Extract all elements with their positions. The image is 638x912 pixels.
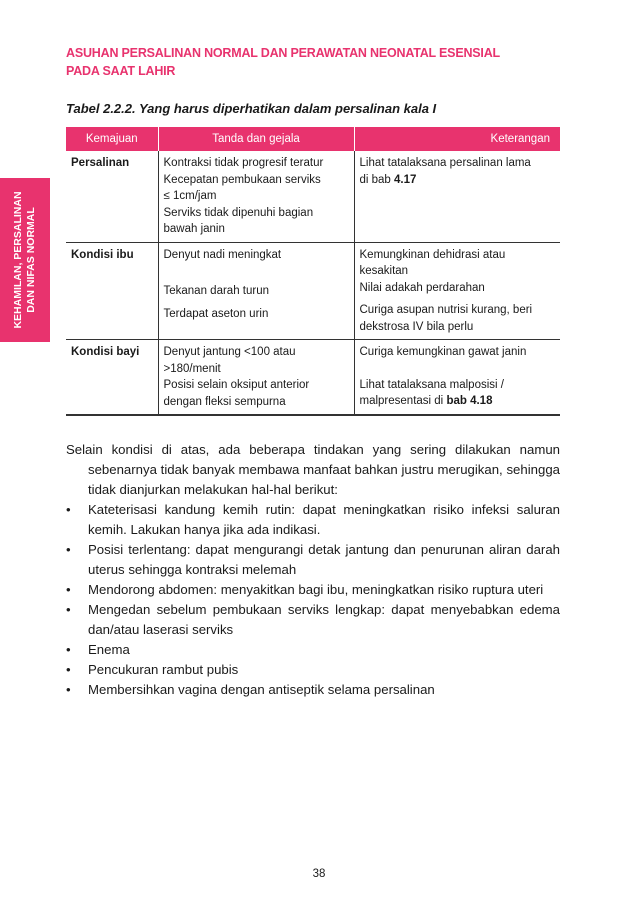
- bullet-icon: •: [66, 582, 71, 597]
- sign-line: Tekanan darah turun: [163, 285, 269, 297]
- list-item-text: Posisi terlentang: dapat mengurangi detak jantung dan penurunan aliran darah uterus sehingga kontraksi melemah: [88, 542, 560, 577]
- note-line: Lihat tatalaksana persalinan lama: [359, 157, 531, 169]
- list-item: [66, 640, 560, 660]
- note-line: Curiga asupan nutrisi kurang, beri: [359, 304, 533, 316]
- header-keterangan: Keterangan: [354, 127, 560, 151]
- side-tab-line-1: KEHAMILAN, PERSALINAN: [12, 191, 24, 329]
- header-line-1: ASUHAN PERSALINAN NORMAL DAN PERAWATAN NEONATAL ESENSIAL: [66, 46, 500, 60]
- list-item-text: Membersihkan vagina dengan antiseptik selama persalinan: [88, 682, 435, 697]
- header-line-2: PADA SAAT LAHIR: [66, 64, 176, 78]
- body-text: [66, 440, 560, 700]
- list-item: [66, 500, 560, 540]
- note-line: Nilai adakah perdarahan: [359, 281, 485, 294]
- bullet-icon: •: [66, 682, 71, 697]
- row-category: Persalinan: [66, 151, 158, 242]
- row-signs: [158, 242, 354, 340]
- row-notes: [354, 340, 560, 416]
- table-caption: Tabel 2.2.2. Yang harus diperhatikan dalam persalinan kala I: [66, 101, 437, 116]
- sign-line: ≤ 1cm/jam: [163, 190, 217, 202]
- sign-line: Serviks tidak dipenuhi bagian: [163, 206, 314, 219]
- header-kemajuan: Kemajuan: [66, 127, 158, 151]
- sign-line: Posisi selain oksiput anterior: [163, 379, 310, 391]
- row-signs: [158, 340, 354, 416]
- note-line: kesakitan: [359, 265, 409, 277]
- intro-paragraph: Selain kondisi di atas, ada beberapa tindakan yang sering dilakukan namun sebenarnya tidak banyak membawa manfaat bahkan justru merugikan, sehingga tidak dianjurkan melakukan hal-hal berikut:: [66, 442, 560, 497]
- list-item: [66, 680, 560, 700]
- sign-line: Denyut nadi meningkat: [163, 248, 282, 261]
- bullet-list: [66, 500, 560, 700]
- side-tab-line-2: DAN NIFAS NORMAL: [25, 207, 37, 313]
- note-text: di bab: [359, 173, 395, 186]
- list-item: [66, 580, 560, 600]
- list-item-text: Kateterisasi kandung kemih rutin: dapat meningkatkan risiko infeksi saluran kemih. Lakukan hanya jika ada indikasi.: [88, 502, 560, 537]
- header-tanda-gejala: Tanda dan gejala: [158, 127, 354, 151]
- list-item: [66, 660, 560, 680]
- bullet-icon: •: [66, 502, 71, 517]
- note-line: Curiga kemungkinan gawat janin: [359, 346, 527, 358]
- note-line: dekstrosa IV bila perlu: [359, 320, 474, 333]
- note-line: [360, 393, 556, 410]
- list-item-text: Mendorong abdomen: menyakitkan bagi ibu, meningkatkan risiko ruptura uteri: [88, 582, 544, 597]
- sign-line: bawah janin: [163, 223, 225, 235]
- list-item-text: Pencukuran rambut pubis: [88, 662, 239, 677]
- bullet-icon: •: [66, 542, 71, 557]
- table-header-row: [66, 127, 560, 151]
- sign-line: Kecepatan pembukaan serviks: [163, 173, 321, 186]
- list-item-text: Enema: [88, 642, 130, 657]
- note-text: malpresentasi di: [359, 395, 447, 407]
- row-notes: [354, 242, 560, 340]
- list-item: [66, 540, 560, 580]
- note-line: Lihat tatalaksana malposisi /: [359, 378, 504, 391]
- chapter-reference: 4.17: [394, 173, 417, 186]
- row-signs: [158, 151, 354, 242]
- row-category: Kondisi ibu: [66, 242, 158, 340]
- sign-line: Terdapat aseton urin: [163, 307, 269, 320]
- list-item: [66, 600, 560, 640]
- row-notes: [354, 151, 560, 242]
- sign-line: dengan fleksi sempurna: [163, 395, 286, 408]
- note-line: [360, 172, 556, 189]
- row-category: Kondisi bayi: [66, 340, 158, 416]
- table-row: [66, 340, 560, 416]
- table-row: [66, 242, 560, 340]
- page-number: 38: [312, 868, 326, 880]
- bullet-icon: •: [66, 642, 71, 657]
- sign-line: Denyut jantung <100 atau: [163, 346, 296, 358]
- bullet-icon: •: [66, 602, 71, 617]
- observation-table: [66, 127, 560, 416]
- note-line: Kemungkinan dehidrasi atau: [359, 248, 506, 261]
- bullet-icon: •: [66, 662, 71, 677]
- side-tab-text: [12, 178, 38, 342]
- sign-line: Kontraksi tidak progresif teratur: [163, 157, 324, 169]
- sign-line: >180/menit: [163, 362, 221, 375]
- chapter-side-tab: [0, 178, 50, 342]
- list-item-text: Mengedan sebelum pembukaan serviks lengkap: dapat menyebabkan edema dan/atau laserasi serviks: [88, 602, 560, 637]
- running-header: [66, 44, 586, 80]
- chapter-reference: bab 4.18: [446, 395, 493, 407]
- table-row: [66, 151, 560, 242]
